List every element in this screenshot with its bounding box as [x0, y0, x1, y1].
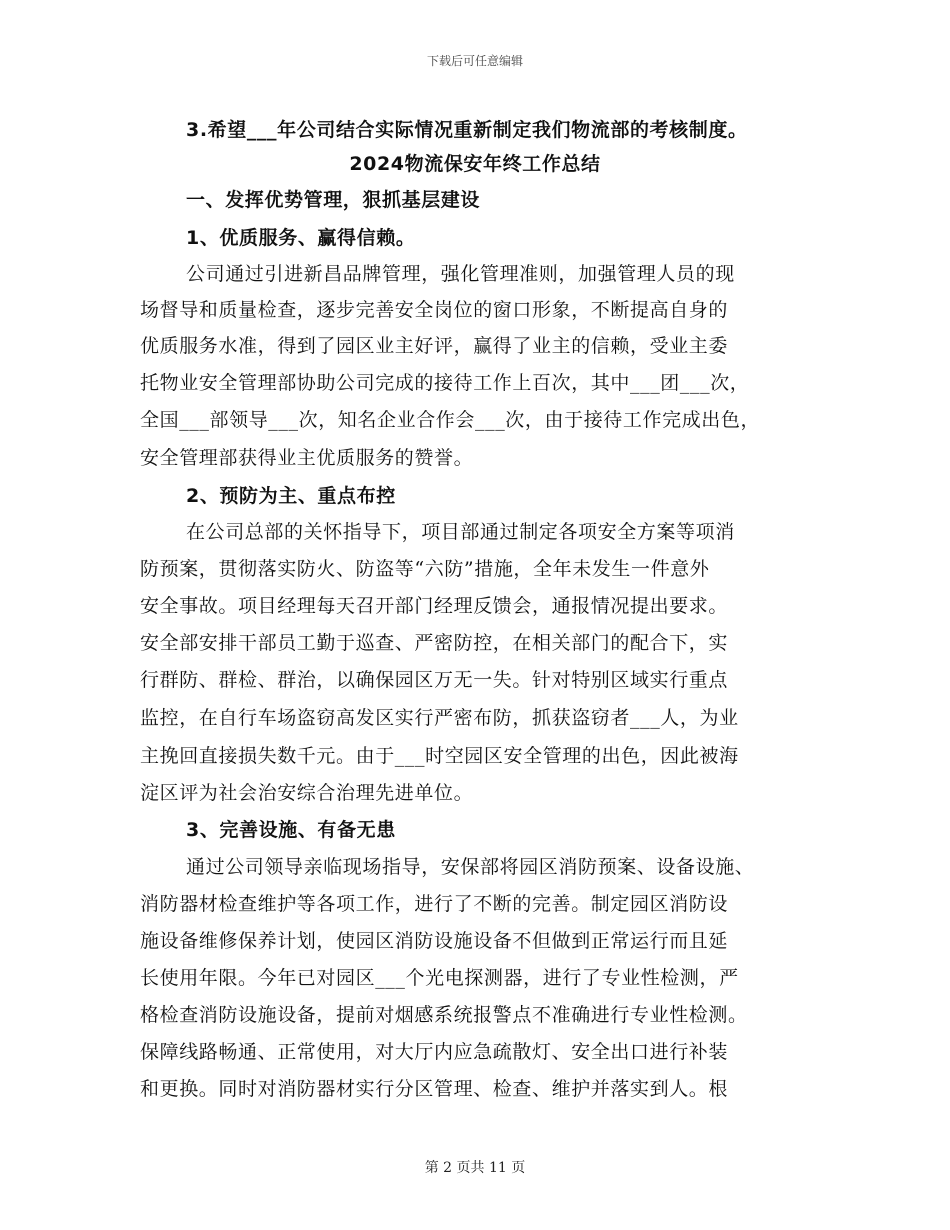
paragraph-line: 全国___部领导___次，知名企业合作会___次，由于接待工作完成出色，: [140, 409, 761, 431]
paragraph-line: 淀区评为社会治安综合治理先进单位。: [140, 782, 474, 804]
page-number-footer: 第 2 页共 11 页: [424, 1160, 526, 1176]
subsection-heading-2: 2、预防为主、重点布控: [186, 485, 396, 507]
paragraph-line: 施设备维修保养计划，使园区消防设施设备不但做到正常运行而且延: [140, 930, 729, 952]
paragraph-line: 场督导和质量检查，逐步完善安全岗位的窗口形象，不断提高自身的: [140, 299, 729, 321]
paragraph-line: 托物业安全管理部协助公司完成的接待工作上百次，其中___团___次，: [140, 372, 750, 394]
subsection-heading-1: 1、优质服务、赢得信赖。: [186, 227, 416, 249]
section-heading-1: 一、发挥优势管理，狠抓基层建设: [186, 189, 481, 211]
paragraph-line: 安全事故。项目经理每天召开部门经理反馈会，通报情况提出要求。: [140, 595, 729, 617]
paragraph-line: 长使用年限。今年已对园区___个光电探测器，进行了专业性检测，严: [140, 967, 739, 989]
subsection-heading-3: 3、完善设施、有备无患: [186, 819, 396, 841]
paragraph-line: 监控，在自行车场盗窃高发区实行严密布防，抓获盗窃者___人，为业: [140, 707, 739, 729]
doc-line-intro: 3.希望___年公司结合实际情况重新制定我们物流部的考核制度。: [186, 119, 748, 141]
paragraph-line: 在公司总部的关怀指导下，项目部通过制定各项安全方案等项消: [186, 521, 735, 543]
paragraph-line: 行群防、群检、群治，以确保园区万无一失。针对特别区域实行重点: [140, 669, 729, 691]
paragraph-line: 主挽回直接损失数千元。由于___时空园区安全管理的出色，因此被海: [140, 745, 739, 767]
paragraph-line: 安全部安排干部员工勤于巡查、严密防控，在相关部门的配合下，实: [140, 632, 729, 654]
header-note: 下载后可任意编辑: [426, 54, 523, 68]
paragraph-line: 格检查消防设施设备，提前对烟感系统报警点不准确进行专业性检测。: [140, 1004, 748, 1026]
paragraph-line: 防预案，贯彻落实防火、防盗等“六防”措施，全年未发生一件意外: [140, 558, 710, 580]
paragraph-line: 公司通过引进新昌品牌管理，强化管理准则，加强管理人员的现: [186, 263, 735, 285]
paragraph-line: 保障线路畅通、正常使用，对大厅内应急疏散灯、安全出口进行补装: [140, 1041, 729, 1063]
paragraph-line: 通过公司领导亲临现场指导，安保部将园区消防预案、设备设施、: [186, 856, 755, 878]
doc-title: 2024物流保安年终工作总结: [349, 153, 601, 175]
paragraph-line: 优质服务水准，得到了园区业主好评，赢得了业主的信赖，受业主委: [140, 335, 729, 357]
paragraph-line: 消防器材检查维护等各项工作，进行了不断的完善。制定园区消防设: [140, 893, 729, 915]
paragraph-line: 和更换。同时对消防器材实行分区管理、检查、维护并落实到人。根: [140, 1078, 729, 1100]
paragraph-line: 安全管理部获得业主优质服务的赞誉。: [140, 447, 474, 469]
